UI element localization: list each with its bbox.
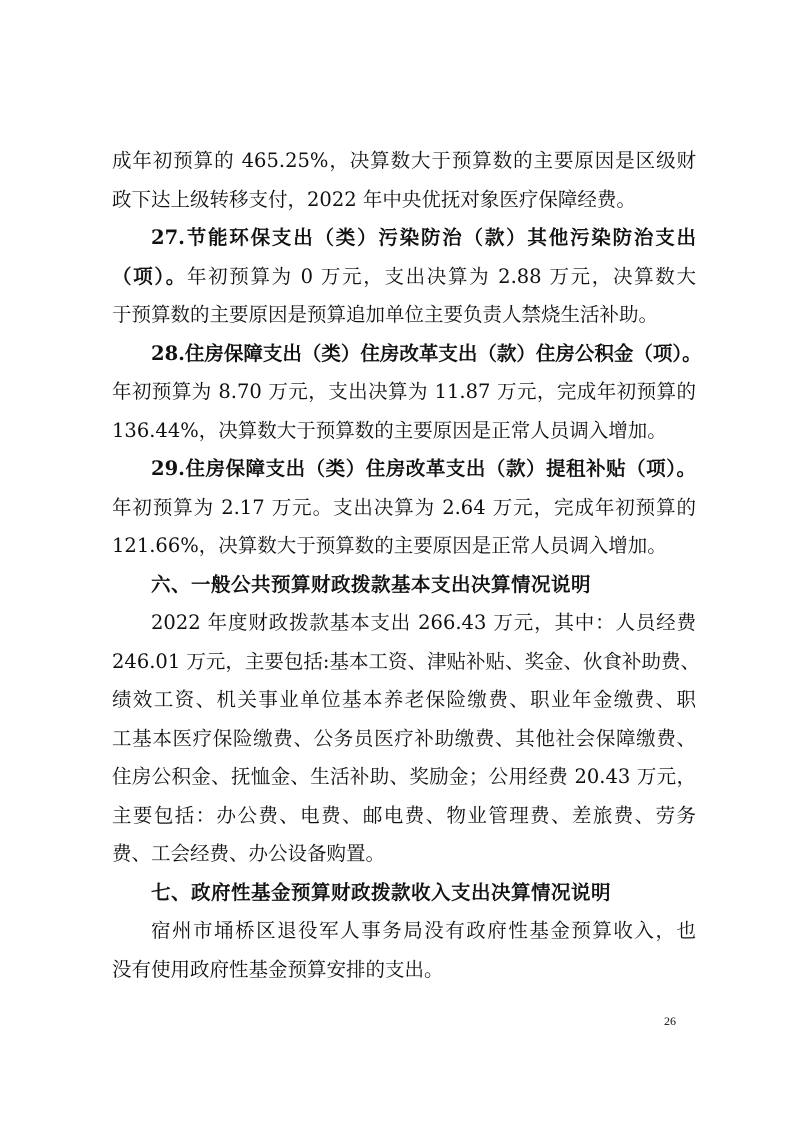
paragraph-line: 费、工会经费、办公设备购置。 xyxy=(112,842,386,865)
paragraph-line: 绩效工资、机关事业单位基本养老保险缴费、职业年金缴费、职 xyxy=(112,688,696,711)
paragraph-line: 没有使用政府性基金预算安排的支出。 xyxy=(112,957,444,981)
section-heading-29: 29.住房保障支出（类）住房改革支出（款）提租补贴（项）。 xyxy=(151,457,696,480)
item-27-bold-tail: （项）。 xyxy=(112,264,187,288)
paragraph-line: 年初预算为 2.17 万元。支出决算为 2.64 万元，完成年初预算的 xyxy=(112,495,696,519)
section-heading-6: 六、一般公共预算财政拨款基本支出决算情况说明 xyxy=(151,572,592,596)
paragraph-line: 于预算数的主要原因是预算追加单位主要负责人禁烧生活补助。 xyxy=(112,303,659,326)
paragraph-line: 年初预算为 8.70 万元，支出决算为 11.87 万元，完成年初预算的 xyxy=(112,380,696,403)
paragraph-line: 246.01 万元，主要包括:基本工资、津贴补贴、奖金、伙食补助费、 xyxy=(112,649,700,673)
page-number: 26 xyxy=(664,1014,676,1028)
paragraph-line: 主要包括：办公费、电费、邮电费、物业管理费、差旅费、劳务 xyxy=(112,803,696,827)
paragraph-line: 成年初预算的 465.25%，决算数大于预算数的主要原因是区级财 xyxy=(112,149,696,172)
item-27-text: 年初预算为 0 万元，支出决算为 2.88 万元，决算数大 xyxy=(186,264,696,288)
paragraph-line xyxy=(112,258,696,297)
paragraph-line: 工基本医疗保险缴费、公务员医疗补助缴费、其他社会保障缴费、 xyxy=(112,726,696,750)
page-content xyxy=(112,142,702,989)
paragraph-line: 136.44%，决算数大于预算数的主要原因是正常人员调入增加。 xyxy=(112,418,667,442)
paragraph-line: 宿州市埇桥区退役军人事务局没有政府性基金预算收入，也 xyxy=(151,919,696,942)
section-heading-28: 28.住房保障支出（类）住房改革支出（款）住房公积金（项）。 xyxy=(151,341,702,365)
paragraph-line: 住房公积金、抚恤金、生活补助、奖励金；公用经费 20.43 万元， xyxy=(112,765,696,788)
section-heading-27: 27.节能环保支出（类）污染防治（款）其他污染防治支出 xyxy=(151,226,696,249)
paragraph-line: 2022 年度财政拨款基本支出 266.43 万元，其中：人员经费 xyxy=(151,611,696,634)
paragraph-line: 121.66%，决算数大于预算数的主要原因是正常人员调入增加。 xyxy=(112,534,667,557)
section-heading-7: 七、政府性基金预算财政拨款收入支出决算情况说明 xyxy=(151,880,612,904)
paragraph-line: 政下达上级转移支付，2022 年中央优抚对象医疗保障经费。 xyxy=(112,187,636,211)
